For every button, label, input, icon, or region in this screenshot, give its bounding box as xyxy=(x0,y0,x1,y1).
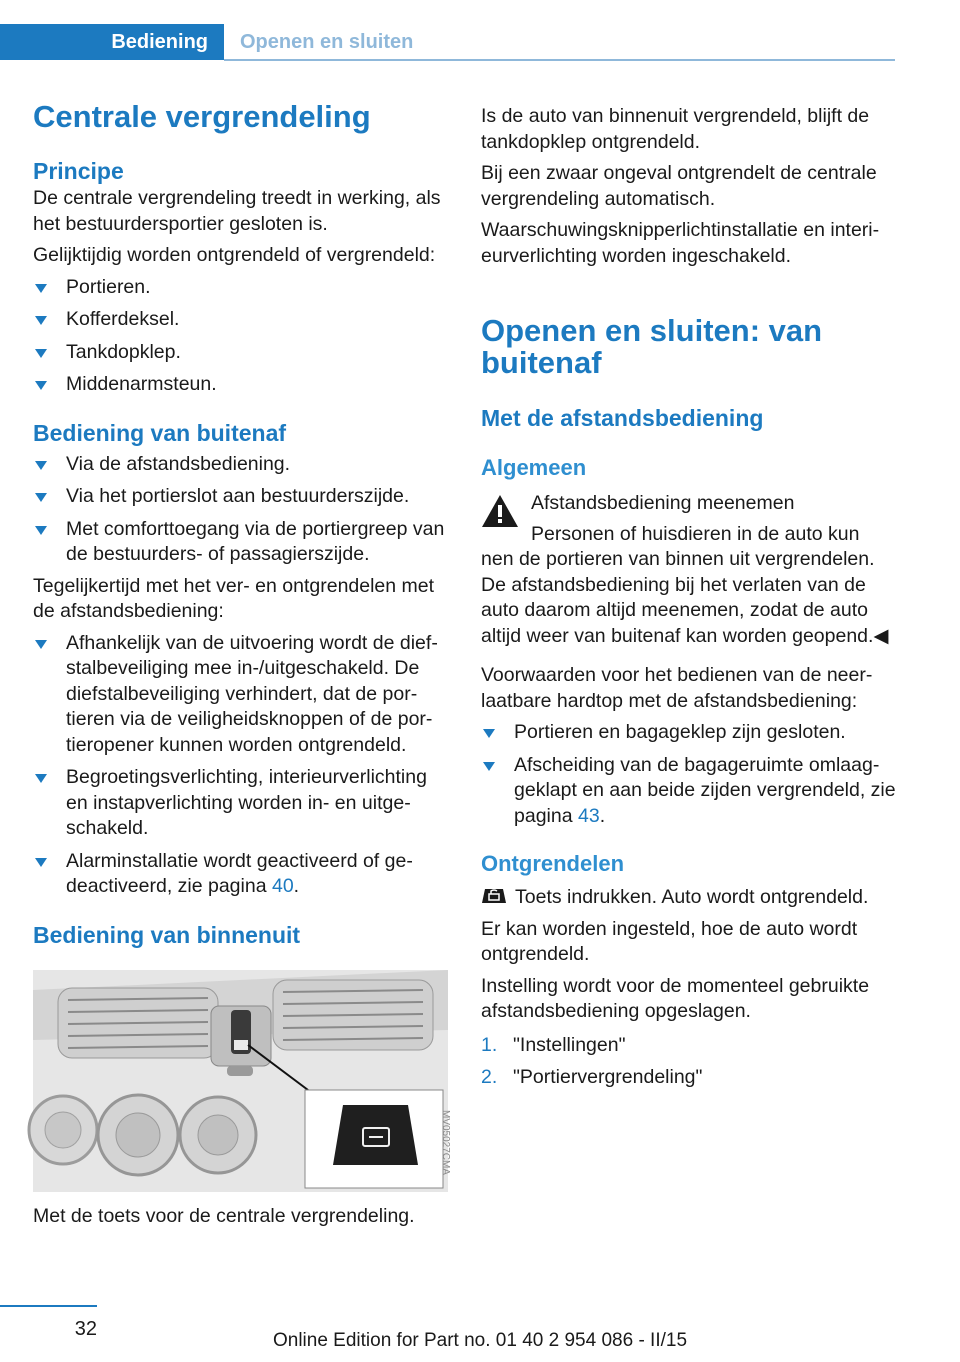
list-item: Kofferdeksel. xyxy=(33,307,451,333)
bullet-list xyxy=(33,275,451,398)
step-number: 1. xyxy=(481,1033,498,1056)
paragraph: Bij een zwaar ongeval ontgrendelt de centrale vergrendeling automatisch. xyxy=(481,162,877,210)
list-item: Middenarmsteun. xyxy=(33,372,451,398)
heading-bediening-van-buitenaf: Bediening van buitenaf xyxy=(33,419,287,446)
footer-edition: Online Edition for Part no. 01 40 2 954 086 - II/15 xyxy=(272,1330,688,1351)
list-item xyxy=(33,849,451,900)
list-item: Begroetingsverlichting, interieurverlichting en instapverlichting worden in- en uitgeschakeld. xyxy=(33,765,451,842)
numbered-list xyxy=(481,1033,899,1091)
page-link-43[interactable]: 43 xyxy=(577,804,600,827)
heading-met-de-afstandsbediening: Met de afstandsbediening xyxy=(481,405,764,431)
step-text: "Portiervergrendeling" xyxy=(513,1066,703,1088)
photo-caption: Met de toets voor de centrale vergrendeling. xyxy=(33,1205,415,1227)
list-item: Afhankelijk van de uitvoering wordt de diefstalbeveiliging mee in-/uitgeschakeld. De diefstalbeveiliging verhindert, dat de portieren via de veiligheidsknoppen of de portieropener kunnen worden ontgrendeld. xyxy=(33,631,451,759)
paragraph: Voorwaarden voor het bedienen van de neerlaatbare hardtop met de afstandsbediening: xyxy=(481,664,873,712)
paragraph: Er kan worden ingesteld, hoe de auto wordt ontgrendeld. xyxy=(481,917,858,965)
tab-openen-en-sluiten[interactable]: Openen en sluiten xyxy=(240,30,414,53)
left-column xyxy=(33,98,451,950)
section-title-centrale-vergrendeling: Centrale vergrendeling xyxy=(33,99,371,134)
heading-ontgrendelen: Ontgrendelen xyxy=(481,851,625,876)
paragraph: Is de auto van binnenuit vergrendeld, blijft de tankdopklep ontgrendeld. xyxy=(481,105,870,153)
central-locking-button-photo xyxy=(33,970,451,1192)
heading-principe: Principe xyxy=(33,158,124,184)
bullet-list xyxy=(33,631,451,900)
numbered-item xyxy=(481,1065,899,1091)
section-title-openen-en-sluiten: Openen en sluiten: van buitenaf xyxy=(481,313,823,380)
paragraph: De centrale vergrendeling treedt in werking, als het bestuurdersportier gesloten is. xyxy=(33,187,441,235)
page-header xyxy=(0,24,895,62)
photo-code: MV05027CMA xyxy=(440,1110,451,1176)
list-item: Portieren. xyxy=(33,275,451,301)
remote-unlock-icon xyxy=(481,887,507,905)
step-text: "Instellingen" xyxy=(513,1033,626,1056)
list-item: Met comforttoegang via de portiergreep van de bestuurders- of passagierszijde. xyxy=(33,517,451,568)
paragraph-text: Toets indrukken. Auto wordt ontgrendeld. xyxy=(515,886,869,908)
warning-line: Personen of huisdieren in de auto kun xyxy=(531,522,860,545)
paragraph: Gelijktijdig worden ontgrendeld of vergrendeld: xyxy=(33,244,436,266)
paragraph: Tegelijkertijd met het ver- en ontgrendelen met de afstandsbediening: xyxy=(33,574,435,622)
paragraph-with-icon xyxy=(481,885,899,911)
right-column xyxy=(481,104,899,1091)
paragraph: Waarschuwingsknipperlichtinstallatie en interieurverlichting worden ingeschakeld. xyxy=(481,219,880,267)
list-item-text: Afscheiding van de bagageruimte omlaaggeklapt en aan beide zijden vergrendeld, zie pagina xyxy=(514,753,896,827)
list-item-end: . xyxy=(293,875,300,897)
list-item xyxy=(481,753,899,830)
list-item: Portieren en bagageklep zijn gesloten. xyxy=(481,720,899,746)
page-number: 32 xyxy=(74,1318,97,1340)
page-number-rule xyxy=(0,1305,97,1307)
warning-title: Afstandsbediening meenemen xyxy=(531,492,795,514)
numbered-item xyxy=(481,1033,899,1059)
bullet-list xyxy=(481,720,899,829)
list-item: Via het portierslot aan bestuurderszijde. xyxy=(33,484,451,510)
list-item-end: . xyxy=(599,804,606,827)
page-link-40[interactable]: 40 xyxy=(271,875,294,897)
step-number: 2. xyxy=(481,1066,498,1088)
paragraph: Instelling wordt voor de momenteel gebruikte afstandsbediening opgeslagen. xyxy=(481,974,870,1022)
tab-bediening[interactable]: Bediening xyxy=(0,24,224,60)
warning-text: nen de portieren van binnen uit vergrendelen. De afstandsbediening bij het verlaten van de auto daarom altijd meenemen, zodat de auto altijd weer van buitenaf kan worden geopend.◀ xyxy=(481,548,889,647)
list-item: Tankdopklep. xyxy=(33,340,451,366)
list-item-text: Alarminstallatie wordt geactiveerd of gedeactiveerd, zie pagina xyxy=(66,849,413,897)
warning-block xyxy=(481,491,899,649)
warning-triangle-icon xyxy=(481,493,519,529)
header-divider xyxy=(224,59,895,61)
heading-bediening-van-binnenuit: Bediening van binnenuit xyxy=(33,921,301,948)
bullet-list xyxy=(33,452,451,568)
heading-algemeen: Algemeen xyxy=(481,455,587,480)
list-item: Via de afstandsbediening. xyxy=(33,452,451,478)
